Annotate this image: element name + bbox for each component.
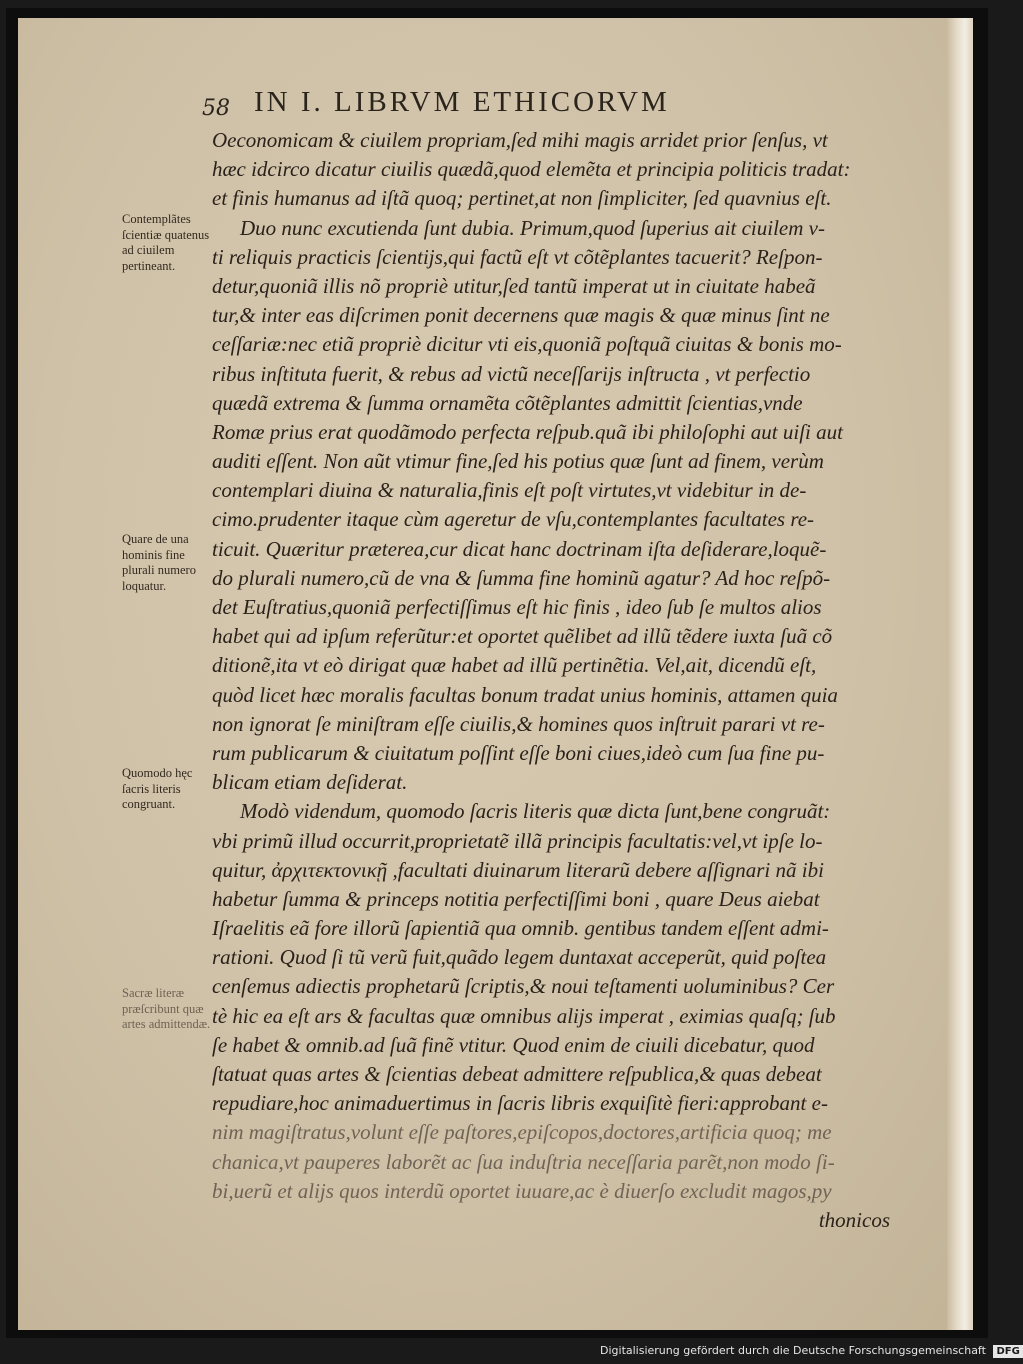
text-line: det Euſtratius,quoniã perfectiſſimus eſt hic finis , ideo ſub ſe multos alios	[212, 595, 822, 619]
text-line: blicam etiam deſiderat.	[212, 770, 408, 795]
body-text	[212, 126, 902, 1235]
text-line: tur,& inter eas diſcrimen ponit decernens quæ magis & quæ minus ſint ne	[212, 303, 830, 328]
text-line: Modò videndum, quomodo ſacris literis quæ dicta ſunt,bene congruãt:	[240, 799, 831, 824]
footer-credit: Digitalisierung gefördert durch die Deutsche Forschungsgemeinschaft	[600, 1344, 986, 1357]
text-line: quitur, ἀρχιτεκτονικῇ ,facultati diuinarum literarũ debere aſſignari nã ibi	[212, 857, 824, 882]
text-line: hæc idcirco dicatur ciuilis quædã,quod elemẽta et principia politicis tradat:	[212, 157, 851, 182]
text-line: quædã extrema & ſumma ornamẽta cõtẽplantes admittit ſcientias,vnde	[212, 390, 803, 415]
text-line: ſtatuat quas artes & ſcientias debeat admittere reſpublica,& quas debeat	[212, 1062, 822, 1086]
text-line: detur,quoniã illis nõ propriè utitur,ſed tantũ imperat ut in ciuitate habeã	[212, 273, 816, 298]
text-line: chanica,vt pauperes laborẽt ac ſua induſtria neceſſaria parẽt,non modo ſi-	[212, 1149, 835, 1174]
page-number: 58	[202, 96, 230, 121]
text-line: cimo.prudenter itaque cùm ageretur de vſu,contemplantes facultates re-	[212, 507, 815, 532]
text-line: rationi. Quod ſi tũ verũ fuit,quãdo legem duntaxat acceperũt, quid poſtea	[212, 945, 827, 970]
digitization-footer	[600, 1344, 1020, 1362]
text-line: Duo nunc excutienda ſunt dubia. Primum,quod ſuperius ait ciuilem v-	[240, 215, 825, 240]
text-line: tè hic ea eſt ars & facultas quæ omnibus alijs imperat , eximias quaſq; ſub	[212, 1003, 836, 1028]
text-line: Iſraelitis eã fore illorũ ſapientiã qua omnib. gentibus tandem eſſent admi-	[212, 916, 829, 941]
margin-note: Quomodo hęc ſacris literis congruant.	[122, 766, 193, 811]
text-line: non ignorat ſe miniſtram eſſe ciuilis,& homines quos inſtruit parari vt re-	[212, 711, 825, 736]
text-line: repudiare,hoc animaduertimus in ſacris libris exquiſitè fieri:approbant e-	[212, 1091, 828, 1116]
text-line: bi,uerũ et alijs quos interdũ oportet iuuare,ac è diuerſo excludit magos,py	[212, 1178, 832, 1203]
dfg-logo: DFG	[993, 1345, 1022, 1358]
text-line: contemplari diuina & naturalia,finis eſt poſt virtutes,vt videbitur in de-	[212, 478, 807, 503]
page-spine-edge	[947, 18, 973, 1330]
text-line: ſe habet & omnib.ad ſuã finẽ vtitur. Quod enim de ciuili dicebatur, quod	[212, 1032, 815, 1057]
text-line: Romæ prius erat quodãmodo perfecta reſpub.quã ibi philoſophi aut uiſi aut	[212, 419, 843, 444]
text-line: cenſemus adiectis prophetarũ ſcriptis,& noui teſtamenti uoluminibus? Cer	[212, 974, 835, 999]
text-line: habetur ſumma & princeps notitia perfectiſſimi boni , quare Deus aiebat	[212, 886, 820, 911]
margin-note: Contemplãtes ſcientiæ quatenus ad ciuilem pertineant.	[122, 212, 210, 273]
running-title: IN I. LIBRVM ETHICORVM	[254, 86, 670, 118]
text-line: ti reliquis practicis ſcientijs,qui factũ eſt vt cõtẽplantes tacuerit? Reſpon-	[212, 244, 823, 269]
text-line: vbi primũ illud occurrit,proprietatẽ illã principis facultatis:vel,vt ipſe lo-	[212, 828, 823, 853]
text-line: ribus inſtituta fuerit, & rebus ad victũ neceſſarijs inſtructa , vt perfectio	[212, 361, 811, 386]
text-line: et finis humanus ad iſtã quoq; pertinet,at non ſimpliciter, ſed quavnius eſt.	[212, 186, 832, 211]
text-line: ticuit. Quæritur præterea,cur dicat hanc doctrinam iſta deſiderare,loquẽ-	[212, 536, 827, 561]
text-line: rum publicarum & ciuitatum poſſint eſſe boni ciues,ideò cum ſua fine pu-	[212, 740, 825, 765]
text-line: nim magiſtratus,volunt eſſe paſtores,epiſcopos,doctores,artificia quoq; me	[212, 1120, 832, 1145]
text-line: do plurali numero,cũ de vna & ſumma fine hominũ agatur? Ad hoc reſpõ-	[212, 565, 831, 590]
text-line: Oeconomicam & ciuilem propriam,ſed mihi magis arridet prior ſenſus, vt	[212, 128, 828, 152]
text-line: quòd licet hæc moralis facultas bonum tradat unius hominis, attamen quia	[212, 682, 838, 707]
text-line: auditi eſſent. Non aũt vtimur fine,ſed his potius quæ ſunt ad finem, verùm	[212, 449, 824, 474]
text-line: ceſſariæ:nec etiã propriè dicitur vti eis,quoniã poſtquã ciuitas & bonis mo-	[212, 332, 842, 357]
text-line: ditionẽ,ita vt eò dirigat quæ habet ad illũ pertinẽtia. Vel,ait, dicendũ eſt,	[212, 653, 817, 678]
margin-note: Sacræ literæ præſcribunt quæ artes admittendæ.	[122, 986, 211, 1031]
margin-note: Quare de una hominis fine plurali numero loquatur.	[122, 532, 196, 593]
text-line: habet qui ad ipſum referũtur:et oportet quẽlibet ad illũ tẽdere iuxta ſuã cõ	[212, 624, 833, 649]
catchword: thonicos	[818, 1207, 890, 1232]
page-header	[202, 86, 822, 126]
